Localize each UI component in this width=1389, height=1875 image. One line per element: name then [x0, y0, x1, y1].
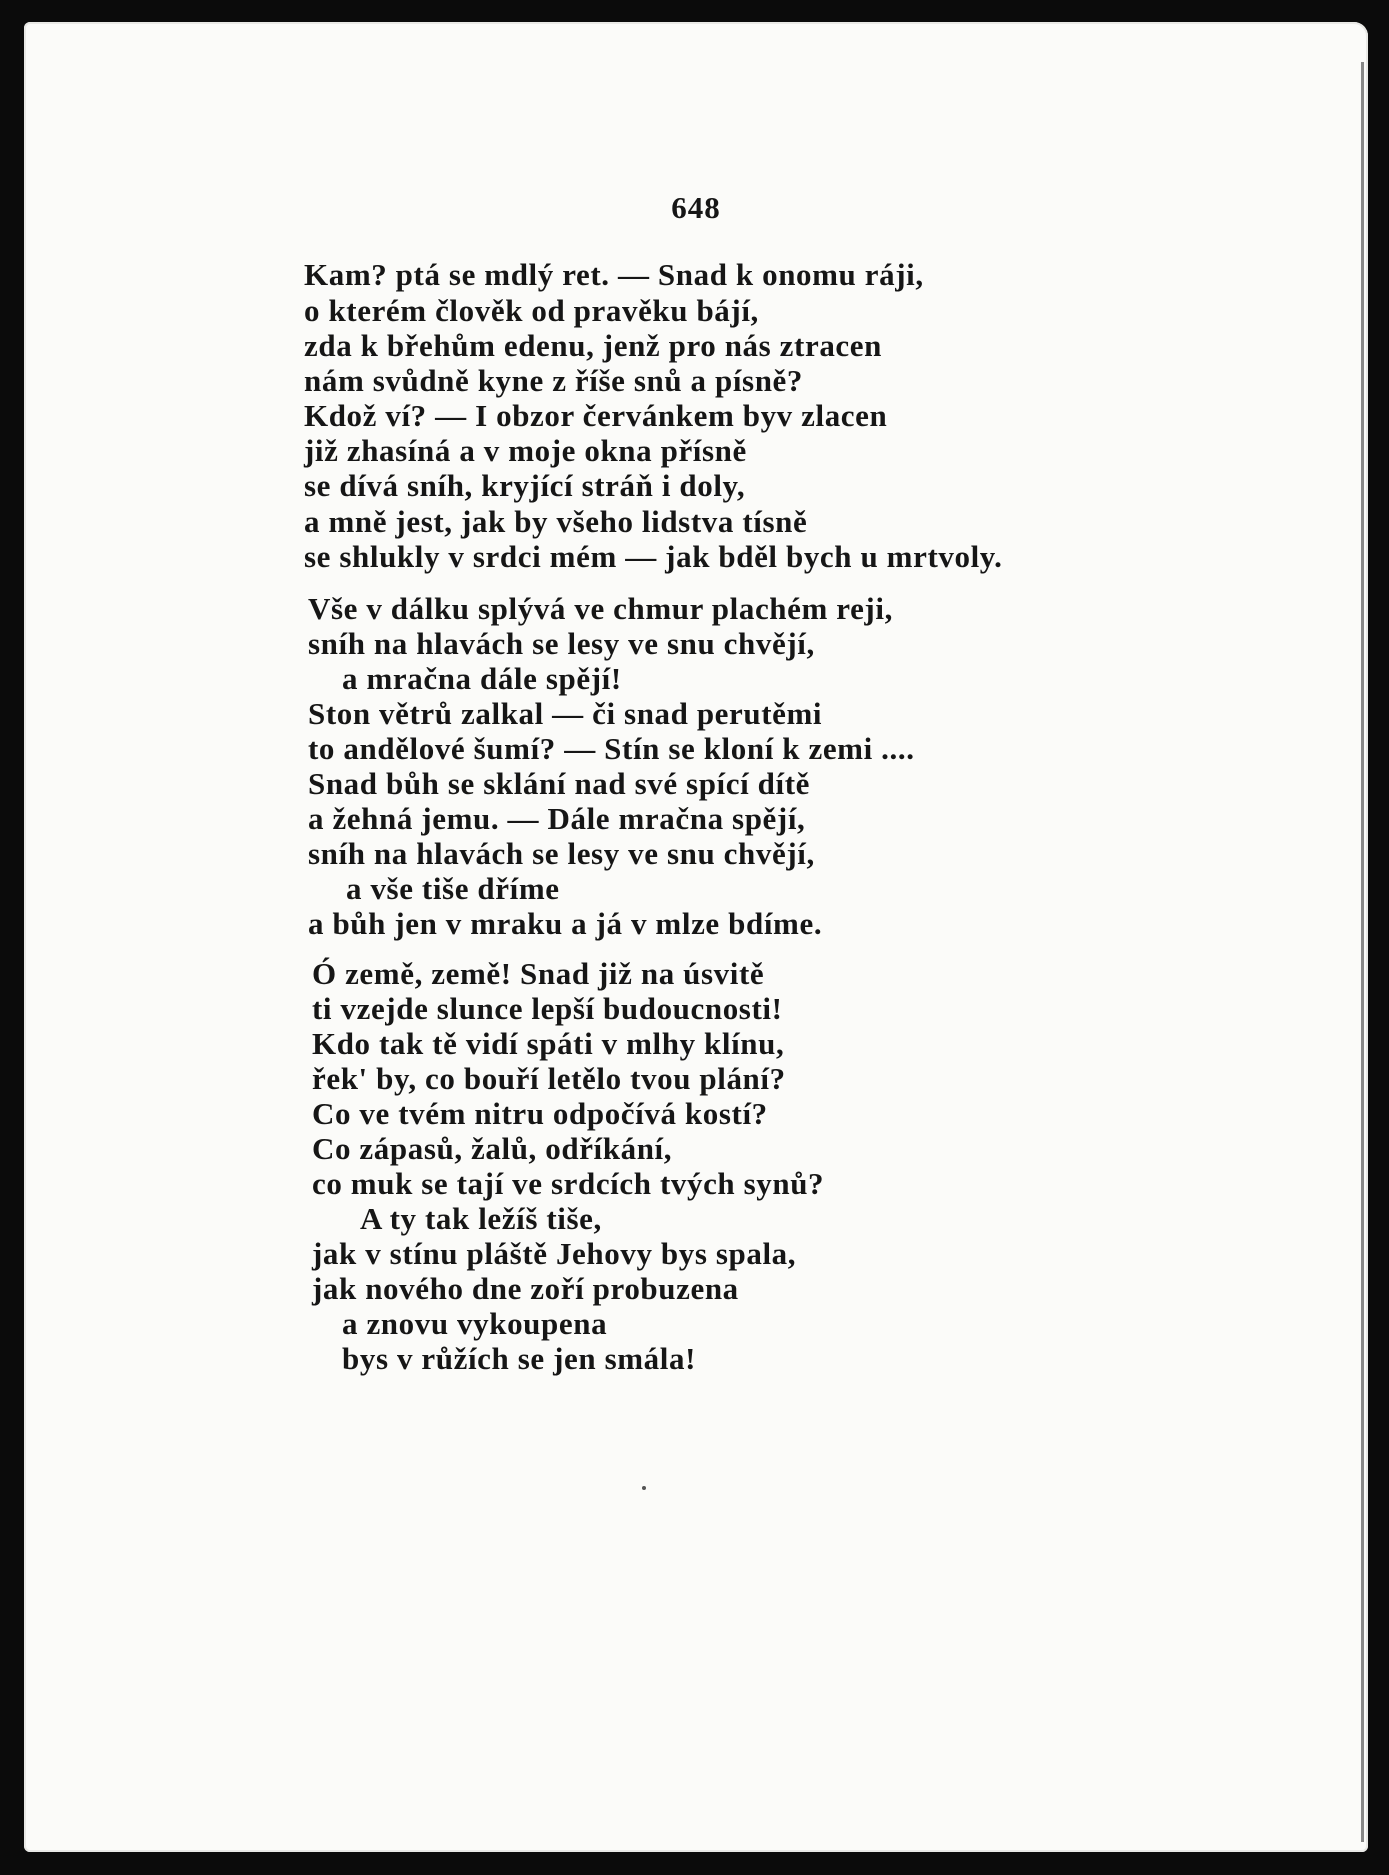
stanza-2-line-10: a bůh jen v mraku a já v mlze bdíme.	[308, 906, 823, 941]
stanza-1-line-3: zda k břehům edenu, jenž pro nás ztracen	[304, 328, 882, 363]
stanza-3-line-12: bys v růžích se jen smála!	[342, 1341, 696, 1376]
stanza-3-line-9: jak v stínu pláště Jehovy bys spala,	[312, 1236, 797, 1271]
print-speck	[642, 1486, 646, 1490]
stanza-2-line-7: a žehná jemu. — Dále mračna spějí,	[308, 801, 806, 836]
stanza-2-line-3: a mračna dále spějí!	[342, 661, 622, 696]
stanza-2-line-4: Ston větrů zalkal — či snad perutěmi	[308, 696, 823, 731]
stanza-2-line-8: sníh na hlavách se lesy ve snu chvějí,	[308, 836, 815, 871]
stanza-3-line-1: Ó země, země! Snad již na úsvitě	[312, 956, 765, 991]
stanza-1-line-7: se dívá sníh, kryjící stráň i doly,	[304, 468, 746, 503]
stanza-3-line-7: co muk se tají ve srdcích tvých synů?	[312, 1166, 825, 1201]
page-number: 648	[671, 190, 721, 225]
stanza-3-line-2: ti vzejde slunce lepší budoucnosti!	[312, 991, 783, 1026]
stanza-3-line-6: Co zápasů, žalů, odříkání,	[312, 1131, 673, 1166]
stanza-3-line-4: řek' by, co bouří letělo tvou plání?	[312, 1061, 786, 1096]
stanza-1-line-6: již zhasíná a v moje okna přísně	[304, 433, 747, 468]
stanza-1-line-4: nám svůdně kyne z říše snů a písně?	[304, 363, 804, 398]
stanza-2-line-2: sníh na hlavách se lesy ve snu chvějí,	[308, 626, 815, 661]
stanza-3-line-10: jak nového dne zoří probuzena	[312, 1271, 739, 1306]
stanza-2-line-6: Snad bůh se sklání nad své spící dítě	[308, 766, 811, 801]
book-page	[24, 22, 1368, 1852]
stanza-2-line-9: a vše tiše dříme	[346, 871, 560, 906]
stanza-1-line-5: Kdož ví? — I obzor červánkem byv zlacen	[304, 398, 888, 433]
stanza-3-line-3: Kdo tak tě vidí spáti v mlhy klínu,	[312, 1026, 785, 1061]
stanza-1-line-9: se shlukly v srdci mém — jak bděl bych u mrtvoly.	[304, 539, 1003, 574]
poem	[24, 22, 1368, 1852]
stanza-1-line-2: o kterém člověk od pravěku bájí,	[304, 293, 759, 328]
stanza-2-line-1: Vše v dálku splývá ve chmur plachém reji,	[308, 591, 893, 626]
stanza-1-line-8: a mně jest, jak by všeho lidstva tísně	[304, 504, 808, 539]
stanza-3-line-8: A ty tak ležíš tiše,	[360, 1201, 602, 1236]
stanza-3-line-5: Co ve tvém nitru odpočívá kostí?	[312, 1096, 768, 1131]
stanza-1-line-1: Kam? ptá se mdlý ret. — Snad k onomu ráji,	[304, 257, 924, 292]
stanza-2-line-5: to andělové šumí? — Stín se kloní k zemi ....	[308, 731, 915, 766]
stanza-3-line-11: a znovu vykoupena	[342, 1306, 608, 1341]
